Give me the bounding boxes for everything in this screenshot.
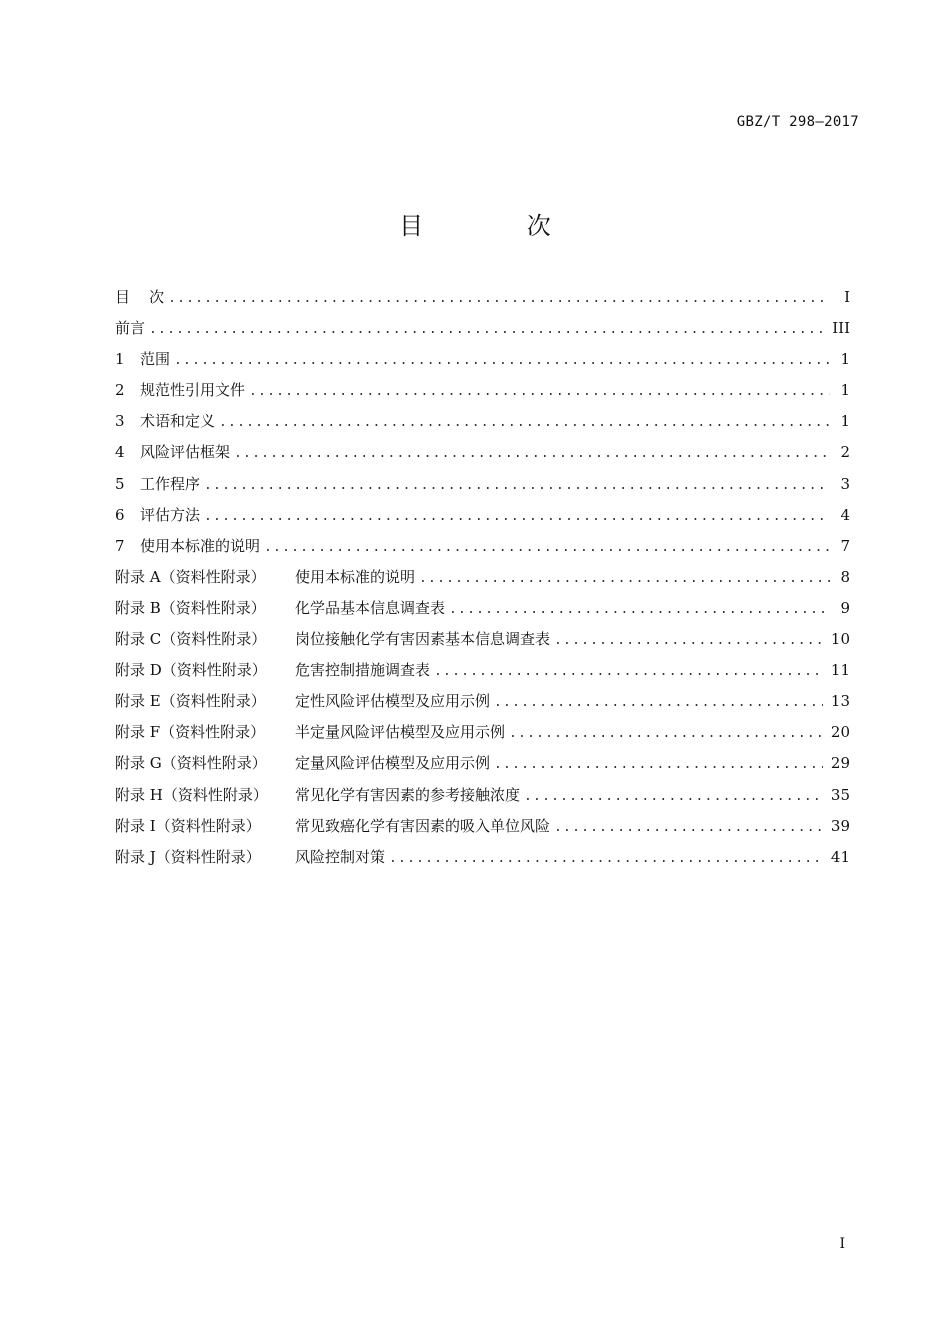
appendix-prefix: 附录 C（资料性附录）	[115, 630, 267, 649]
toc-entry-number: 2	[115, 381, 125, 400]
appendix-page: 39	[830, 816, 850, 835]
toc-entry-page: 3	[840, 474, 850, 493]
toc-appendix-entry[interactable]	[115, 566, 850, 597]
toc-entry-number: 7	[115, 536, 125, 555]
toc-entry-page: 7	[840, 536, 850, 555]
leader-dots	[554, 633, 823, 648]
leader-dots	[204, 509, 830, 524]
toc-entry[interactable]	[115, 535, 850, 566]
leader-dots	[449, 602, 830, 617]
appendix-title: 定量风险评估模型及应用示例	[295, 754, 491, 773]
toc-entry-label: 规范性引用文件	[140, 381, 246, 400]
toc-appendix-entry[interactable]	[115, 628, 850, 659]
toc-entry-page: 1	[840, 350, 850, 369]
toc-appendix-entry[interactable]	[115, 690, 850, 721]
appendix-page: 41	[830, 847, 850, 866]
toc-entry-label: 评估方法	[140, 505, 201, 524]
standard-code: GBZ/T 298—2017	[736, 114, 859, 130]
appendix-prefix: 附录 I（资料性附录）	[115, 816, 261, 835]
toc-entry[interactable]	[115, 286, 850, 317]
appendix-page: 29	[830, 754, 850, 773]
appendix-prefix: 附录 H（资料性附录）	[115, 785, 268, 804]
appendix-prefix: 附录 E（资料性附录）	[115, 692, 266, 711]
appendix-prefix: 附录 J（资料性附录）	[115, 847, 261, 866]
leader-dots	[204, 478, 830, 493]
toc-entry-page: 2	[840, 443, 850, 462]
leader-dots	[494, 695, 823, 710]
toc-entry-number: 1	[115, 350, 125, 369]
page-number: I	[839, 1236, 845, 1252]
appendix-prefix: 附录 B（资料性附录）	[115, 598, 266, 617]
appendix-title: 化学品基本信息调查表	[295, 598, 446, 617]
toc-entry-number: 6	[115, 505, 125, 524]
leader-dots	[149, 322, 824, 337]
toc-entry-label: 风险评估框架	[140, 443, 231, 462]
toc-appendix-entry[interactable]	[115, 784, 850, 815]
leader-dots	[419, 571, 830, 586]
toc-appendix-entry[interactable]	[115, 846, 850, 877]
toc-entry[interactable]	[115, 317, 850, 348]
toc-entry-label: 范围	[140, 350, 171, 369]
toc-entry-label: 前言	[115, 319, 146, 338]
toc-appendix-entry[interactable]	[115, 597, 850, 628]
toc-entry[interactable]	[115, 410, 850, 441]
toc-entry-page: 1	[840, 381, 850, 400]
appendix-title: 使用本标准的说明	[295, 567, 416, 586]
toc-appendix-entry[interactable]	[115, 752, 850, 783]
toc-entry-number: 4	[115, 443, 125, 462]
appendix-title: 危害控制措施调查表	[295, 661, 431, 680]
appendix-title: 半定量风险评估模型及应用示例	[295, 723, 506, 742]
toc-entry[interactable]	[115, 441, 850, 472]
appendix-page: 10	[830, 630, 850, 649]
toc-entry-label: 术语和定义	[140, 412, 216, 431]
appendix-title: 岗位接触化学有害因素基本信息调查表	[295, 630, 551, 649]
leader-dots	[264, 540, 830, 555]
toc-appendix-entry[interactable]	[115, 659, 850, 690]
toc-entry-label: 目 次	[115, 288, 165, 306]
leader-dots	[234, 446, 830, 461]
toc-appendix-entry[interactable]	[115, 815, 850, 846]
appendix-title: 常见致癌化学有害因素的吸入单位风险	[295, 816, 551, 835]
toc-entry[interactable]	[115, 504, 850, 535]
toc-entry-label: 使用本标准的说明	[140, 536, 261, 555]
toc-entry-page: I	[844, 288, 850, 306]
leader-dots	[524, 789, 823, 804]
toc-entry-label: 工作程序	[140, 474, 201, 493]
leader-dots	[434, 664, 823, 679]
leader-dots	[219, 415, 830, 430]
leader-dots	[554, 820, 823, 835]
toc-entry-number: 3	[115, 412, 125, 431]
appendix-page: 35	[830, 785, 850, 804]
toc-entry[interactable]	[115, 348, 850, 379]
leader-dots	[168, 291, 830, 306]
appendix-prefix: 附录 D（资料性附录）	[115, 661, 267, 680]
appendix-page: 8	[840, 567, 850, 586]
page-title: 目 次	[399, 212, 599, 240]
appendix-prefix: 附录 G（资料性附录）	[115, 754, 267, 773]
appendix-title: 常见化学有害因素的参考接触浓度	[295, 785, 521, 804]
leader-dots	[494, 757, 823, 772]
toc-entry[interactable]	[115, 473, 850, 504]
leader-dots	[509, 726, 823, 741]
appendix-page: 13	[830, 692, 850, 711]
appendix-prefix: 附录 A（资料性附录）	[115, 567, 266, 586]
appendix-prefix: 附录 F（资料性附录）	[115, 723, 266, 742]
table-of-contents	[115, 286, 850, 877]
appendix-title: 定性风险评估模型及应用示例	[295, 692, 491, 711]
toc-entry-page: 1	[840, 412, 850, 431]
appendix-page: 9	[840, 598, 850, 617]
toc-appendix-entry[interactable]	[115, 721, 850, 752]
toc-entry-number: 5	[115, 474, 125, 493]
toc-entry[interactable]	[115, 379, 850, 410]
appendix-title: 风险控制对策	[295, 847, 386, 866]
leader-dots	[389, 851, 823, 866]
toc-entry-page: 4	[840, 505, 850, 524]
leader-dots	[174, 353, 830, 368]
toc-entry-page: III	[832, 319, 850, 338]
appendix-page: 20	[830, 723, 850, 742]
leader-dots	[249, 384, 830, 399]
appendix-page: 11	[830, 661, 850, 680]
